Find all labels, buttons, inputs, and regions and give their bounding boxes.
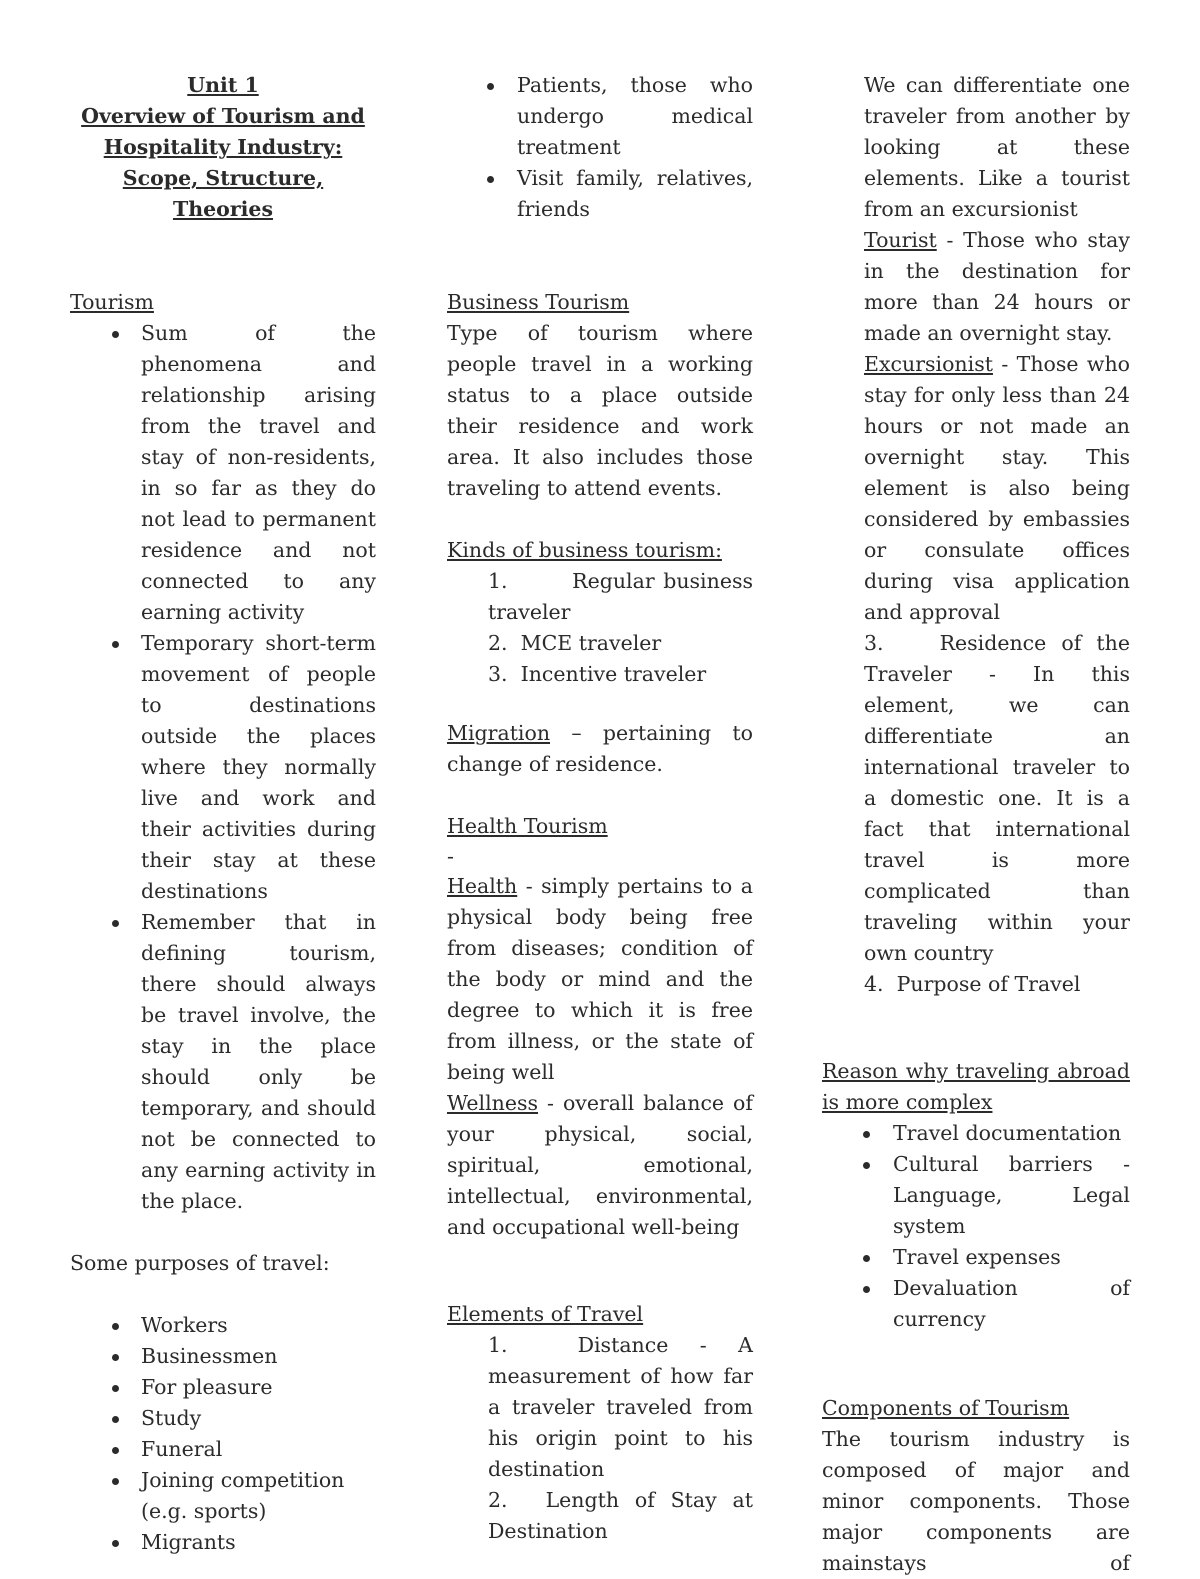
list-item: Businessmen [70,1341,376,1372]
purposes-list [70,1310,376,1558]
wellness-text: - overall balance of your physical, social, spiritual, emotional, intellectual, environmental, and occupational well-being [447,1091,753,1239]
list-item: Remember that in defining tourism, there should always be travel involve, the stay in the place should only be temporary, and should not be connected to any earning activity in the place. [70,907,376,1217]
purposes-list-continued [447,70,753,225]
list-item [864,969,1130,1000]
item-text: Length of Stay at Destination [488,1488,753,1543]
list-item [488,566,753,628]
list-item: Travel expenses [822,1242,1130,1273]
purposes-heading: Some purposes of travel: [70,1251,330,1275]
health-tourism-heading: Health Tourism [447,814,608,838]
list-item: Travel documentation [822,1118,1130,1149]
item-number: 3. [864,631,884,655]
list-item: Funeral [70,1434,376,1465]
item-text: Residence of the Traveler - In this element, we can differentiate an international traveler to a domestic one. It is a fact that international travel is more complicated than traveling within your own country [864,631,1130,965]
item-text: Distance - A measurement of how far a traveler traveled from his origin point to his destination [488,1333,753,1481]
tourism-definition-list [70,318,376,1217]
item-number: 1. [488,1333,508,1357]
column-2 [447,70,753,1547]
migration-term: Migration [447,721,551,745]
elements-continued [822,70,1130,1000]
excursionist-term: Excursionist [864,352,993,376]
elements-intro: We can differentiate one traveler from another by looking at these elements. Like a tourist from an excursionist [864,73,1130,221]
kinds-list [447,566,753,690]
list-item [488,628,753,659]
excursionist-text: - Those who stay for only less than 24 hours or not made an overnight stay. This element is also being considered by embassies or consulate offices during visa application and approval [864,352,1130,624]
wellness-paragraph [447,1088,753,1243]
kinds-heading: Kinds of business tourism: [447,538,722,562]
item-text: Regular business traveler [488,569,753,624]
item-number: 1. [488,569,508,593]
list-item: Migrants [70,1527,376,1558]
tourist-term: Tourist [864,228,937,252]
unit-title [70,70,376,225]
migration-paragraph [447,718,753,780]
list-item: Patients, those who undergo medical treatment [447,70,753,163]
migration-text: – pertaining to change of residence. [447,721,753,776]
components-text: The tourism industry is composed of major and minor components. Those major components are mainstays of [822,1427,1130,1575]
list-item [488,1485,753,1547]
list-item: Joining competition (e.g. sports) [70,1465,376,1527]
health-paragraph [447,871,753,1088]
wellness-term: Wellness [447,1091,539,1115]
item-number: 2. [488,1488,508,1512]
list-item: Visit family, relatives, friends [447,163,753,225]
tourism-heading: Tourism [70,290,154,314]
list-item: Temporary short-term movement of people to destinations outside the places where they normally live and work and their activities during their stay at these destinations [70,628,376,907]
list-item: Study [70,1403,376,1434]
list-item [488,1330,753,1485]
health-text: - simply pertains to a physical body being free from diseases; condition of the body or mind and the degree to which it is free from illness, or the state of being well [447,874,753,1084]
list-item: For pleasure [70,1372,376,1403]
title-line: Hospitality Industry: [103,135,343,159]
column-3 [822,70,1130,1579]
item-number: 4. [864,972,884,996]
list-item: Sum of the phenomena and relationship arising from the travel and stay of non-residents, in so far as they do not lead to permanent residence and not connected to any earning activity [70,318,376,628]
components-heading: Components of Tourism [822,1396,1070,1420]
item-text: MCE traveler [520,631,662,655]
health-term: Health [447,874,518,898]
item-text: Purpose of Travel [896,972,1081,996]
elements-heading: Elements of Travel [447,1302,644,1326]
tourist-definition [864,225,1130,349]
business-tourism-heading: Business Tourism [447,290,630,314]
title-line: Unit 1 [187,73,259,97]
list-item: Workers [70,1310,376,1341]
column-1 [70,70,376,1558]
elements-list [447,1330,753,1547]
item-number: 2. [488,631,508,655]
list-item: Cultural barriers - Language, Legal system [822,1149,1130,1242]
health-dash: - [447,844,454,868]
title-line: Scope, Structure, Theories [122,166,324,221]
item-text: Incentive traveler [520,662,707,686]
list-item: Devaluation of currency [822,1273,1130,1335]
business-tourism-text: Type of tourism where people travel in a working status to a place outside their residence and work area. It also includes those traveling to attend events. [447,321,753,500]
tourist-text: - Those who stay in the destination for more than 24 hours or made an overnight stay. [864,228,1130,345]
excursionist-definition [864,349,1130,628]
title-line: Overview of Tourism and [81,104,365,128]
list-item [864,628,1130,969]
reasons-list [822,1118,1130,1335]
item-number: 3. [488,662,508,686]
list-item [488,659,753,690]
reason-heading: Reason why traveling abroad is more complex [822,1059,1130,1114]
